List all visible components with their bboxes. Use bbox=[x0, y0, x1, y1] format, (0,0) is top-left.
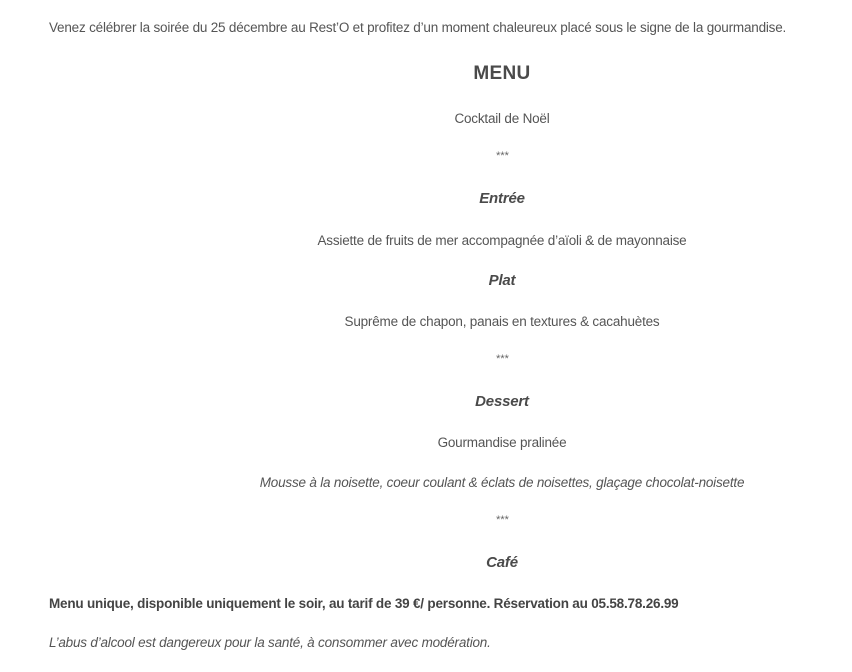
alcohol-warning: L’abus d’alcool est dangereux pour la santé, à consommer avec modération. bbox=[49, 635, 491, 650]
entree-heading: Entrée bbox=[479, 190, 525, 207]
cafe-heading: Café bbox=[486, 554, 518, 571]
intro-text: Venez célébrer la soirée du 25 décembre au Rest’O et profitez d’un moment chaleureux placé sous le signe de la gourmandise. bbox=[49, 20, 787, 35]
separator-2: *** bbox=[495, 353, 509, 365]
plat-heading: Plat bbox=[488, 272, 516, 289]
dessert-heading: Dessert bbox=[475, 393, 529, 410]
dessert-item: Gourmandise pralinée bbox=[437, 435, 567, 450]
plat-item: Suprême de chapon, panais en textures & cacahuètes bbox=[344, 314, 660, 329]
separator-1: *** bbox=[495, 150, 509, 162]
dessert-detail: Mousse à la noisette, coeur coulant & éclats de noisettes, glaçage chocolat-noisette bbox=[259, 475, 745, 490]
entree-item: Assiette de fruits de mer accompagnée d’aïoli & de mayonnaise bbox=[317, 233, 687, 248]
separator-3: *** bbox=[495, 514, 509, 526]
menu-title: MENU bbox=[473, 63, 531, 84]
cocktail-line: Cocktail de Noël bbox=[454, 111, 550, 126]
booking-info: Menu unique, disponible uniquement le soir, au tarif de 39 €/ personne. Réservation au 05.58.78.26.99 bbox=[49, 596, 679, 611]
